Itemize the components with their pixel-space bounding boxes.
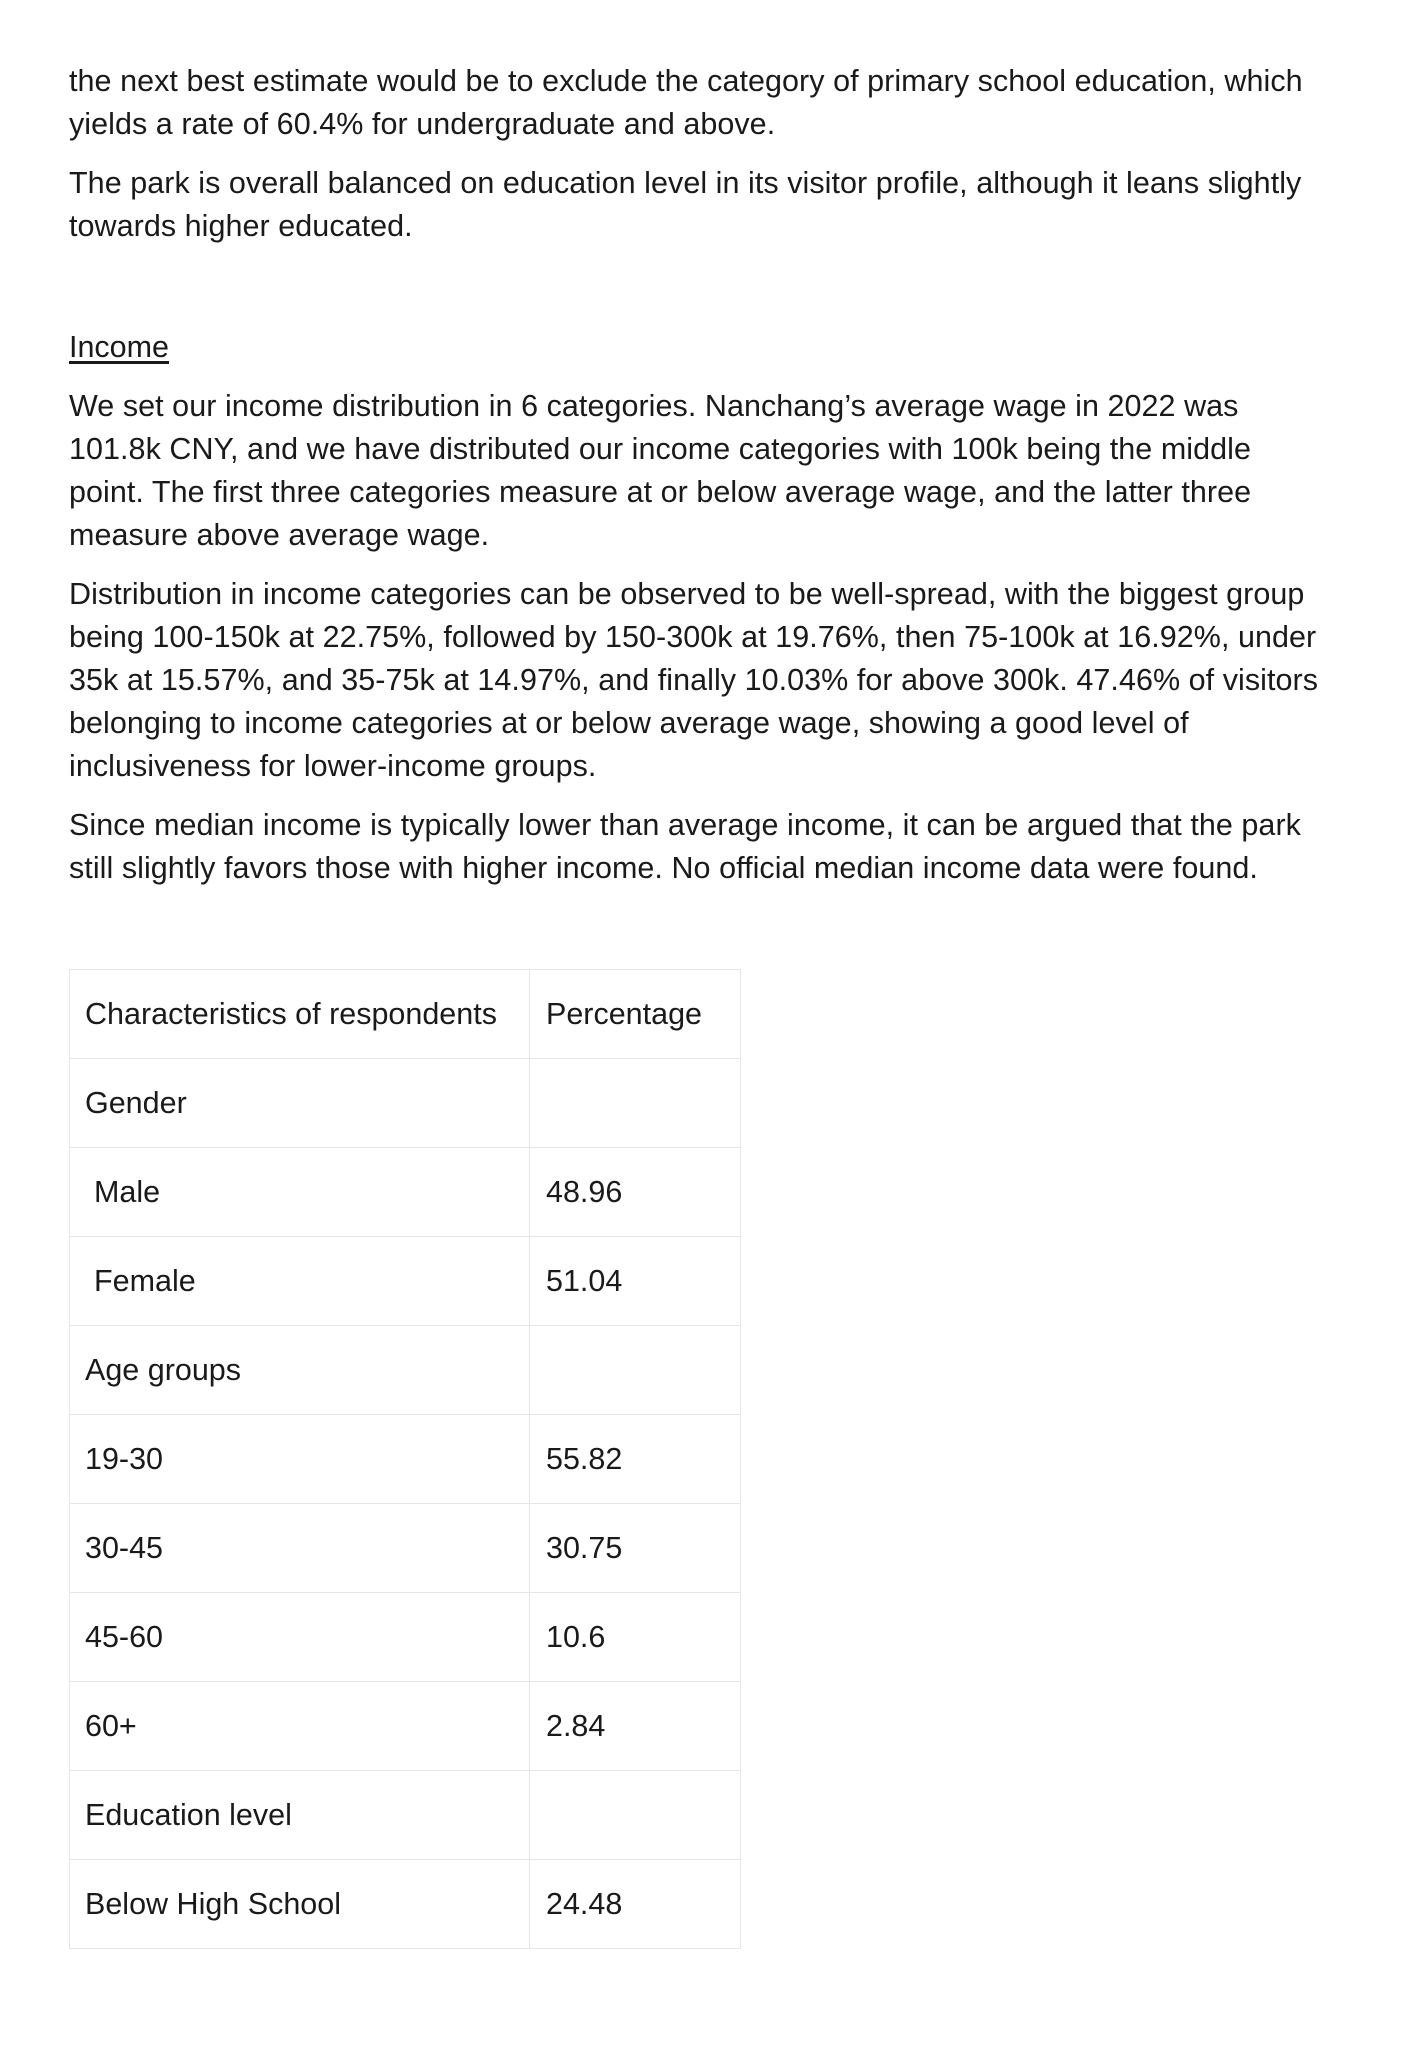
row-value: 24.48 xyxy=(546,1886,623,1921)
table-row xyxy=(70,1237,741,1326)
table-header-cell xyxy=(70,970,530,1059)
text-line: Distribution in income categories can be observed to be well-spread, with the biggest group xyxy=(69,577,1305,611)
row-label: 60+ xyxy=(85,1708,137,1743)
table-row xyxy=(70,1326,741,1415)
paragraph-median-income xyxy=(69,804,1359,890)
table-row xyxy=(70,1771,741,1860)
table-cell xyxy=(530,1682,741,1771)
text-line: towards higher educated. xyxy=(69,209,413,243)
text-line: yields a rate of 60.4% for undergraduate and above. xyxy=(69,107,776,141)
table-cell xyxy=(70,1771,530,1860)
header-percentage: Percentage xyxy=(546,996,702,1031)
table-cell xyxy=(70,1504,530,1593)
table-cell xyxy=(70,1059,530,1148)
table-row xyxy=(70,1504,741,1593)
section-heading-income: Income xyxy=(69,330,170,364)
text-line: belonging to income categories at or below average wage, showing a good level of xyxy=(69,706,1189,740)
table-cell xyxy=(70,1148,530,1237)
paragraph-education-balance xyxy=(69,162,1359,248)
table-row xyxy=(70,1682,741,1771)
table-cell xyxy=(70,1237,530,1326)
table-header-cell xyxy=(530,970,741,1059)
table-row xyxy=(70,1415,741,1504)
table-row xyxy=(70,1059,741,1148)
table-cell xyxy=(70,1860,530,1949)
table-cell xyxy=(530,1415,741,1504)
table-cell xyxy=(530,1059,741,1148)
table-row xyxy=(70,1593,741,1682)
row-label: Female xyxy=(94,1263,196,1298)
text-line: Since median income is typically lower than average income, it can be argued that the park xyxy=(69,808,1301,842)
table-cell xyxy=(70,1326,530,1415)
row-label: Age groups xyxy=(85,1352,241,1387)
table-cell xyxy=(70,1593,530,1682)
table-cell xyxy=(70,1682,530,1771)
row-label: Gender xyxy=(85,1085,187,1120)
text-line: measure above average wage. xyxy=(69,518,490,552)
paragraph-education-estimate xyxy=(69,60,1359,146)
text-line: 101.8k CNY, and we have distributed our income categories with 100k being the middle xyxy=(69,432,1251,466)
paragraph-income-distribution xyxy=(69,573,1359,788)
paragraph-income-categories xyxy=(69,385,1359,557)
table-cell xyxy=(530,1326,741,1415)
row-value: 48.96 xyxy=(546,1174,623,1209)
respondents-table xyxy=(69,969,741,1949)
text-line: the next best estimate would be to exclude the category of primary school education, which xyxy=(69,64,1303,98)
text-line: 35k at 15.57%, and 35-75k at 14.97%, and finally 10.03% for above 300k. 47.46% of visitors xyxy=(69,663,1319,697)
row-label: 30-45 xyxy=(85,1530,164,1565)
table-row xyxy=(70,1148,741,1237)
text-line: inclusiveness for lower-income groups. xyxy=(69,749,597,783)
row-label: Below High School xyxy=(85,1886,342,1921)
row-value: 10.6 xyxy=(546,1619,606,1654)
table-cell xyxy=(530,1504,741,1593)
row-label: 45-60 xyxy=(85,1619,164,1654)
table-cell xyxy=(530,1771,741,1860)
row-label: 19-30 xyxy=(85,1441,164,1476)
text-line: We set our income distribution in 6 categories. Nanchang’s average wage in 2022 was xyxy=(69,389,1239,423)
header-characteristics: Characteristics of respondents xyxy=(85,996,497,1031)
table-cell xyxy=(70,1415,530,1504)
text-line: The park is overall balanced on education level in its visitor profile, although it leans slightly xyxy=(69,166,1302,200)
row-label: Male xyxy=(94,1174,161,1209)
row-value: 55.82 xyxy=(546,1441,623,1476)
text-line: being 100-150k at 22.75%, followed by 150-300k at 19.76%, then 75-100k at 16.92%, under xyxy=(69,620,1317,654)
row-value: 51.04 xyxy=(546,1263,623,1298)
text-line: still slightly favors those with higher income. No official median income data were found. xyxy=(69,851,1258,885)
row-value: 30.75 xyxy=(546,1530,623,1565)
table-cell xyxy=(530,1148,741,1237)
table-cell xyxy=(530,1860,741,1949)
row-label: Education level xyxy=(85,1797,292,1832)
document-page xyxy=(69,60,1359,890)
table-row xyxy=(70,1860,741,1949)
row-value: 2.84 xyxy=(546,1708,606,1743)
table-cell xyxy=(530,1237,741,1326)
table-cell xyxy=(530,1593,741,1682)
text-line: point. The first three categories measure at or below average wage, and the latter three xyxy=(69,475,1252,509)
table-header-row xyxy=(70,970,741,1059)
